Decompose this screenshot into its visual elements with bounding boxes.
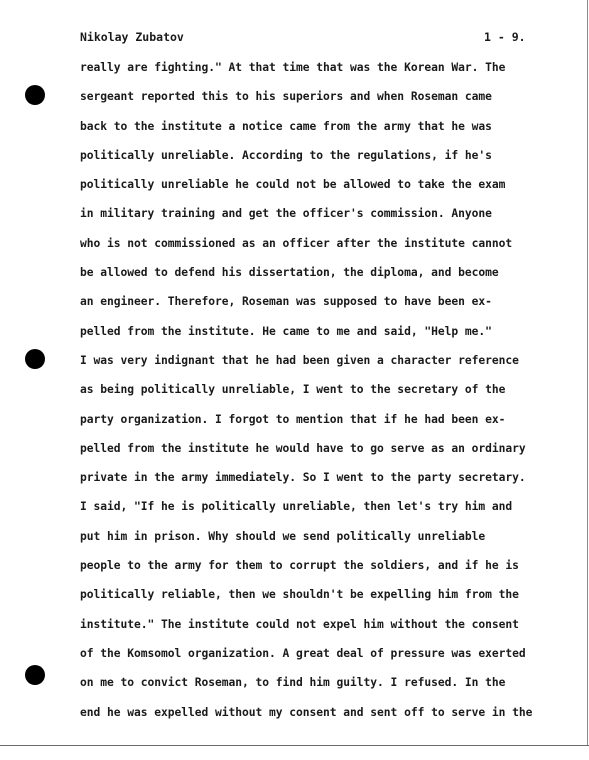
text-line: I was very indignant that he had been given a character reference	[80, 353, 519, 367]
punch-hole	[25, 665, 45, 685]
text-line: pelled from the institute. He came to me and said, "Help me."	[80, 324, 492, 338]
page-edge-bottom	[0, 745, 589, 746]
page-number: 1 - 9.	[484, 30, 526, 44]
text-line: put him in prison. Why should we send politically unreliable	[80, 529, 486, 543]
text-line: in military training and get the officer's commission. Anyone	[80, 207, 492, 221]
text-line: be allowed to defend his dissertation, the diploma, and become	[80, 266, 499, 280]
text-line: of the Komsomol organization. A great deal of pressure was exerted	[80, 646, 526, 660]
page-edge-right	[587, 0, 588, 746]
text-line: back to the institute a notice came from the army that he was	[80, 119, 492, 133]
header-name: Nikolay Zubatov	[80, 30, 184, 44]
text-line: really are fighting." At that time that was the Korean War. The	[80, 61, 506, 74]
text-line: sergeant reported this to his superiors and when Roseman came	[80, 90, 492, 104]
text-line: politically reliable, then we shouldn't be expelling him from the	[80, 588, 519, 602]
text-line: party organization. I forgot to mention that if he had been ex-	[80, 412, 506, 426]
text-line: an engineer. Therefore, Roseman was supposed to have been ex-	[80, 295, 492, 309]
text-line: as being politically unreliable, I went to the secretary of the	[80, 383, 506, 397]
punch-hole	[25, 349, 45, 369]
text-line: end he was expelled without my consent and sent off to serve in the	[80, 705, 533, 719]
text-line: institute." The institute could not expel him without the consent	[80, 617, 519, 631]
punch-hole	[25, 85, 45, 105]
text-line: on me to convict Roseman, to find him guilty. I refused. In the	[80, 676, 506, 690]
text-line: I said, "If he is politically unreliable, then let's try him and	[80, 500, 513, 514]
text-line: who is not commissioned as an officer after the institute cannot	[80, 236, 513, 250]
text-line: people to the army for them to corrupt the soldiers, and if he is	[80, 559, 519, 573]
text-line: politically unreliable. According to the regulations, if he's	[80, 148, 492, 162]
text-line: private in the army immediately. So I went to the party secretary.	[80, 471, 526, 485]
text-line: pelled from the institute he would have to go serve as an ordinary	[80, 441, 526, 455]
text-line: politically unreliable he could not be allowed to take the exam	[80, 178, 506, 192]
transcript-body	[80, 60, 550, 734]
